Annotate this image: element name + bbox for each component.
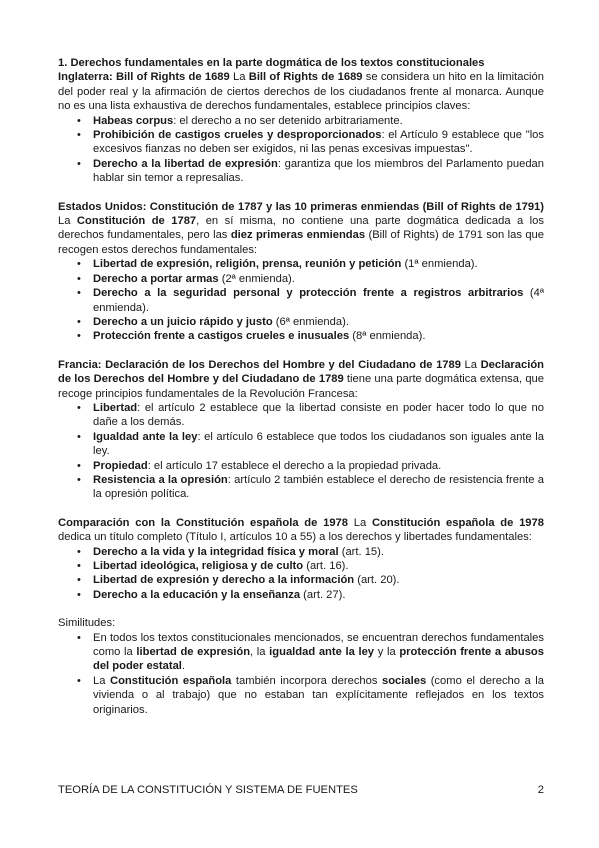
bold-text: Constitución española: [109, 674, 232, 687]
bold-text: Libertad ideológica, religiosa y de culto: [93, 560, 304, 572]
bold-text: Derecho a portar armas: [93, 272, 219, 285]
text-run: La: [460, 358, 481, 371]
bold-text: libertad de expresión: [136, 646, 251, 659]
list-item: [58, 631, 544, 674]
list-item: [58, 588, 544, 602]
list-item: [58, 286, 544, 315]
bold-text: Derecho a la seguridad personal y protección frente a registros arbitrarios: [93, 287, 524, 300]
list-item: [58, 430, 544, 459]
list-item: [58, 559, 544, 573]
text-run: , en sí misma, no contiene una parte dogmática dedicada a los derechos fundamentales, pero las: [58, 215, 544, 242]
bold-text: Prohibición de castigos crueles y desproporcionados: [93, 129, 382, 142]
text-run: también incorpora derechos: [231, 674, 382, 687]
bold-text: Igualdad ante la ley: [93, 430, 198, 443]
section-francia: [58, 358, 544, 502]
text-run: En todos los textos constitucionales mencionados, se encuentran derechos fundamentales como la: [93, 631, 544, 659]
bold-text: Libertad de expresión, religión, prensa, reunión y petición: [93, 258, 402, 271]
text-run: La: [93, 674, 110, 687]
bold-text: Constitución de 1787: [76, 215, 197, 228]
bold-text: Estados Unidos: Constitución de 1787 y las 10 primeras enmiendas (Bill of Rights de 1791): [58, 200, 544, 213]
section-espana: [58, 516, 544, 602]
section-intro: [58, 70, 544, 113]
footer-title: TEORÍA DE LA CONSTITUCIÓN Y SISTEMA DE FUENTES: [58, 784, 358, 796]
text-run: , la: [250, 646, 270, 659]
section-heading: [58, 56, 544, 70]
text-run: La: [229, 71, 249, 84]
list-item: [58, 272, 544, 286]
text-run: : el artículo 2 establece que la libertad consiste en poder hacer todo lo que no dañe a los demás.: [93, 401, 544, 429]
list-item: [58, 473, 544, 502]
bold-text: Protección frente a castigos crueles e inusuales: [93, 330, 350, 343]
list-item: [58, 257, 544, 271]
bold-text: Resistencia a la opresión: [93, 473, 228, 486]
bold-text: Derecho a la educación y la enseñanza: [93, 588, 301, 601]
bold-text: Propiedad: [93, 459, 148, 472]
bold-text: Derecho a la vida y la integridad física y moral: [93, 545, 339, 558]
bold-text: Declaración de los Derechos del Hombre y del Ciudadano de 1789: [58, 358, 544, 386]
bold-text: Comparación con la Constitución española de 1978: [58, 516, 348, 529]
bullet-list: [58, 401, 544, 502]
bold-text: Francia: Declaración de los Derechos del Hombre y del Ciudadano de 1789: [58, 358, 461, 371]
section-inglaterra: [58, 70, 544, 185]
bold-text: sociales: [382, 674, 427, 687]
list-item: [58, 128, 544, 157]
list-item: [58, 674, 544, 717]
text-run: (8ª enmienda).: [349, 330, 426, 343]
section-intro: [58, 616, 544, 630]
section-similitudes: [58, 616, 544, 717]
bullet-list: [58, 114, 544, 186]
section-heading-text: 1. Derechos fundamentales en la parte dogmática de los textos constitucionales: [58, 57, 485, 69]
bullet-list: [58, 545, 544, 603]
text-run: se considera un hito en la limitación del poder real y la afirmación de ciertos derechos de los ciudadanos frente al monarca. Aunque no es una lista exhaustiva de derechos fundamentales, establece principios claves:: [58, 71, 544, 113]
section-intro: [58, 358, 544, 401]
text-run: (Bill of Rights) de 1791 son las que recogen estos derechos fundamentales:: [58, 229, 544, 256]
text-run: : el artículo 6 establece que todos los ciudadanos son iguales ante la ley.: [93, 430, 544, 458]
bold-text: Derecho a un juicio rápido y justo: [93, 315, 273, 328]
list-item: [58, 157, 544, 186]
text-run: (art. 27).: [300, 588, 346, 601]
text-run: Similitudes:: [58, 617, 116, 630]
list-item: [58, 114, 544, 128]
text-run: : el Artículo 9 establece que "los excesivos fianzas no deben ser exigidos, ni las penas excesivas impuestas".: [93, 129, 544, 156]
bullet-list: [58, 631, 544, 717]
document-page: [58, 56, 544, 731]
bold-text: Libertad: [93, 401, 138, 414]
page-footer: [58, 783, 544, 797]
text-run: (2ª enmienda).: [218, 272, 295, 285]
bold-text: diez primeras enmiendas: [230, 229, 366, 242]
list-item: [58, 315, 544, 329]
text-run: dedica un título completo (Título I, artículos 10 a 55) a los derechos y libertades fundamentales:: [58, 531, 532, 544]
list-item: [58, 573, 544, 587]
bold-text: Inglaterra: Bill of Rights de 1689: [58, 71, 230, 84]
text-run: .: [181, 660, 186, 673]
text-run: (6ª enmienda).: [272, 315, 349, 328]
bold-text: Derecho a la libertad de expresión: [93, 157, 278, 170]
text-run: : artículo 2 también establece el derecho de resistencia frente a la opresión política.: [93, 473, 544, 501]
list-item: [58, 545, 544, 559]
text-run: (1ª enmienda).: [401, 258, 478, 271]
bold-text: Habeas corpus: [93, 114, 174, 127]
text-run: tiene una parte dogmática extensa, que recoge principios fundamentales de la Revolución Francesa:: [58, 373, 544, 400]
text-run: : el artículo 17 establece el derecho a la propiedad privada.: [147, 459, 442, 472]
bold-text: Libertad de expresión y derecho a la información: [93, 574, 355, 587]
bold-text: Bill of Rights de 1689: [248, 71, 363, 84]
list-item: [58, 401, 544, 430]
text-run: : el derecho a no ser detenido arbitrariamente.: [173, 114, 403, 127]
text-run: La: [348, 516, 372, 529]
bold-text: Constitución española de 1978: [371, 516, 544, 529]
text-run: : garantiza que los miembros del Parlamento puedan hablar sin temor a represalias.: [93, 157, 544, 185]
bullet-list: [58, 257, 544, 343]
bold-text: igualdad ante la ley: [269, 646, 375, 659]
text-run: (art. 16).: [303, 560, 349, 572]
text-run: (art. 20).: [354, 574, 400, 587]
list-item: [58, 459, 544, 473]
text-run: (como el derecho a la vivienda o al trabajo) que no estaban tan explícitamente reflejados en los textos originarios.: [93, 674, 544, 716]
section-eeuu: [58, 200, 544, 344]
page-number: 2: [537, 784, 544, 796]
text-run: y la: [374, 646, 400, 659]
section-intro: [58, 516, 544, 545]
text-run: La: [58, 215, 77, 228]
text-run: (4ª enmienda).: [93, 287, 544, 314]
list-item: [58, 329, 544, 343]
section-intro: [58, 200, 544, 258]
bold-text: protección frente a abusos del poder estatal: [93, 646, 544, 673]
text-run: (art. 15).: [338, 545, 384, 558]
